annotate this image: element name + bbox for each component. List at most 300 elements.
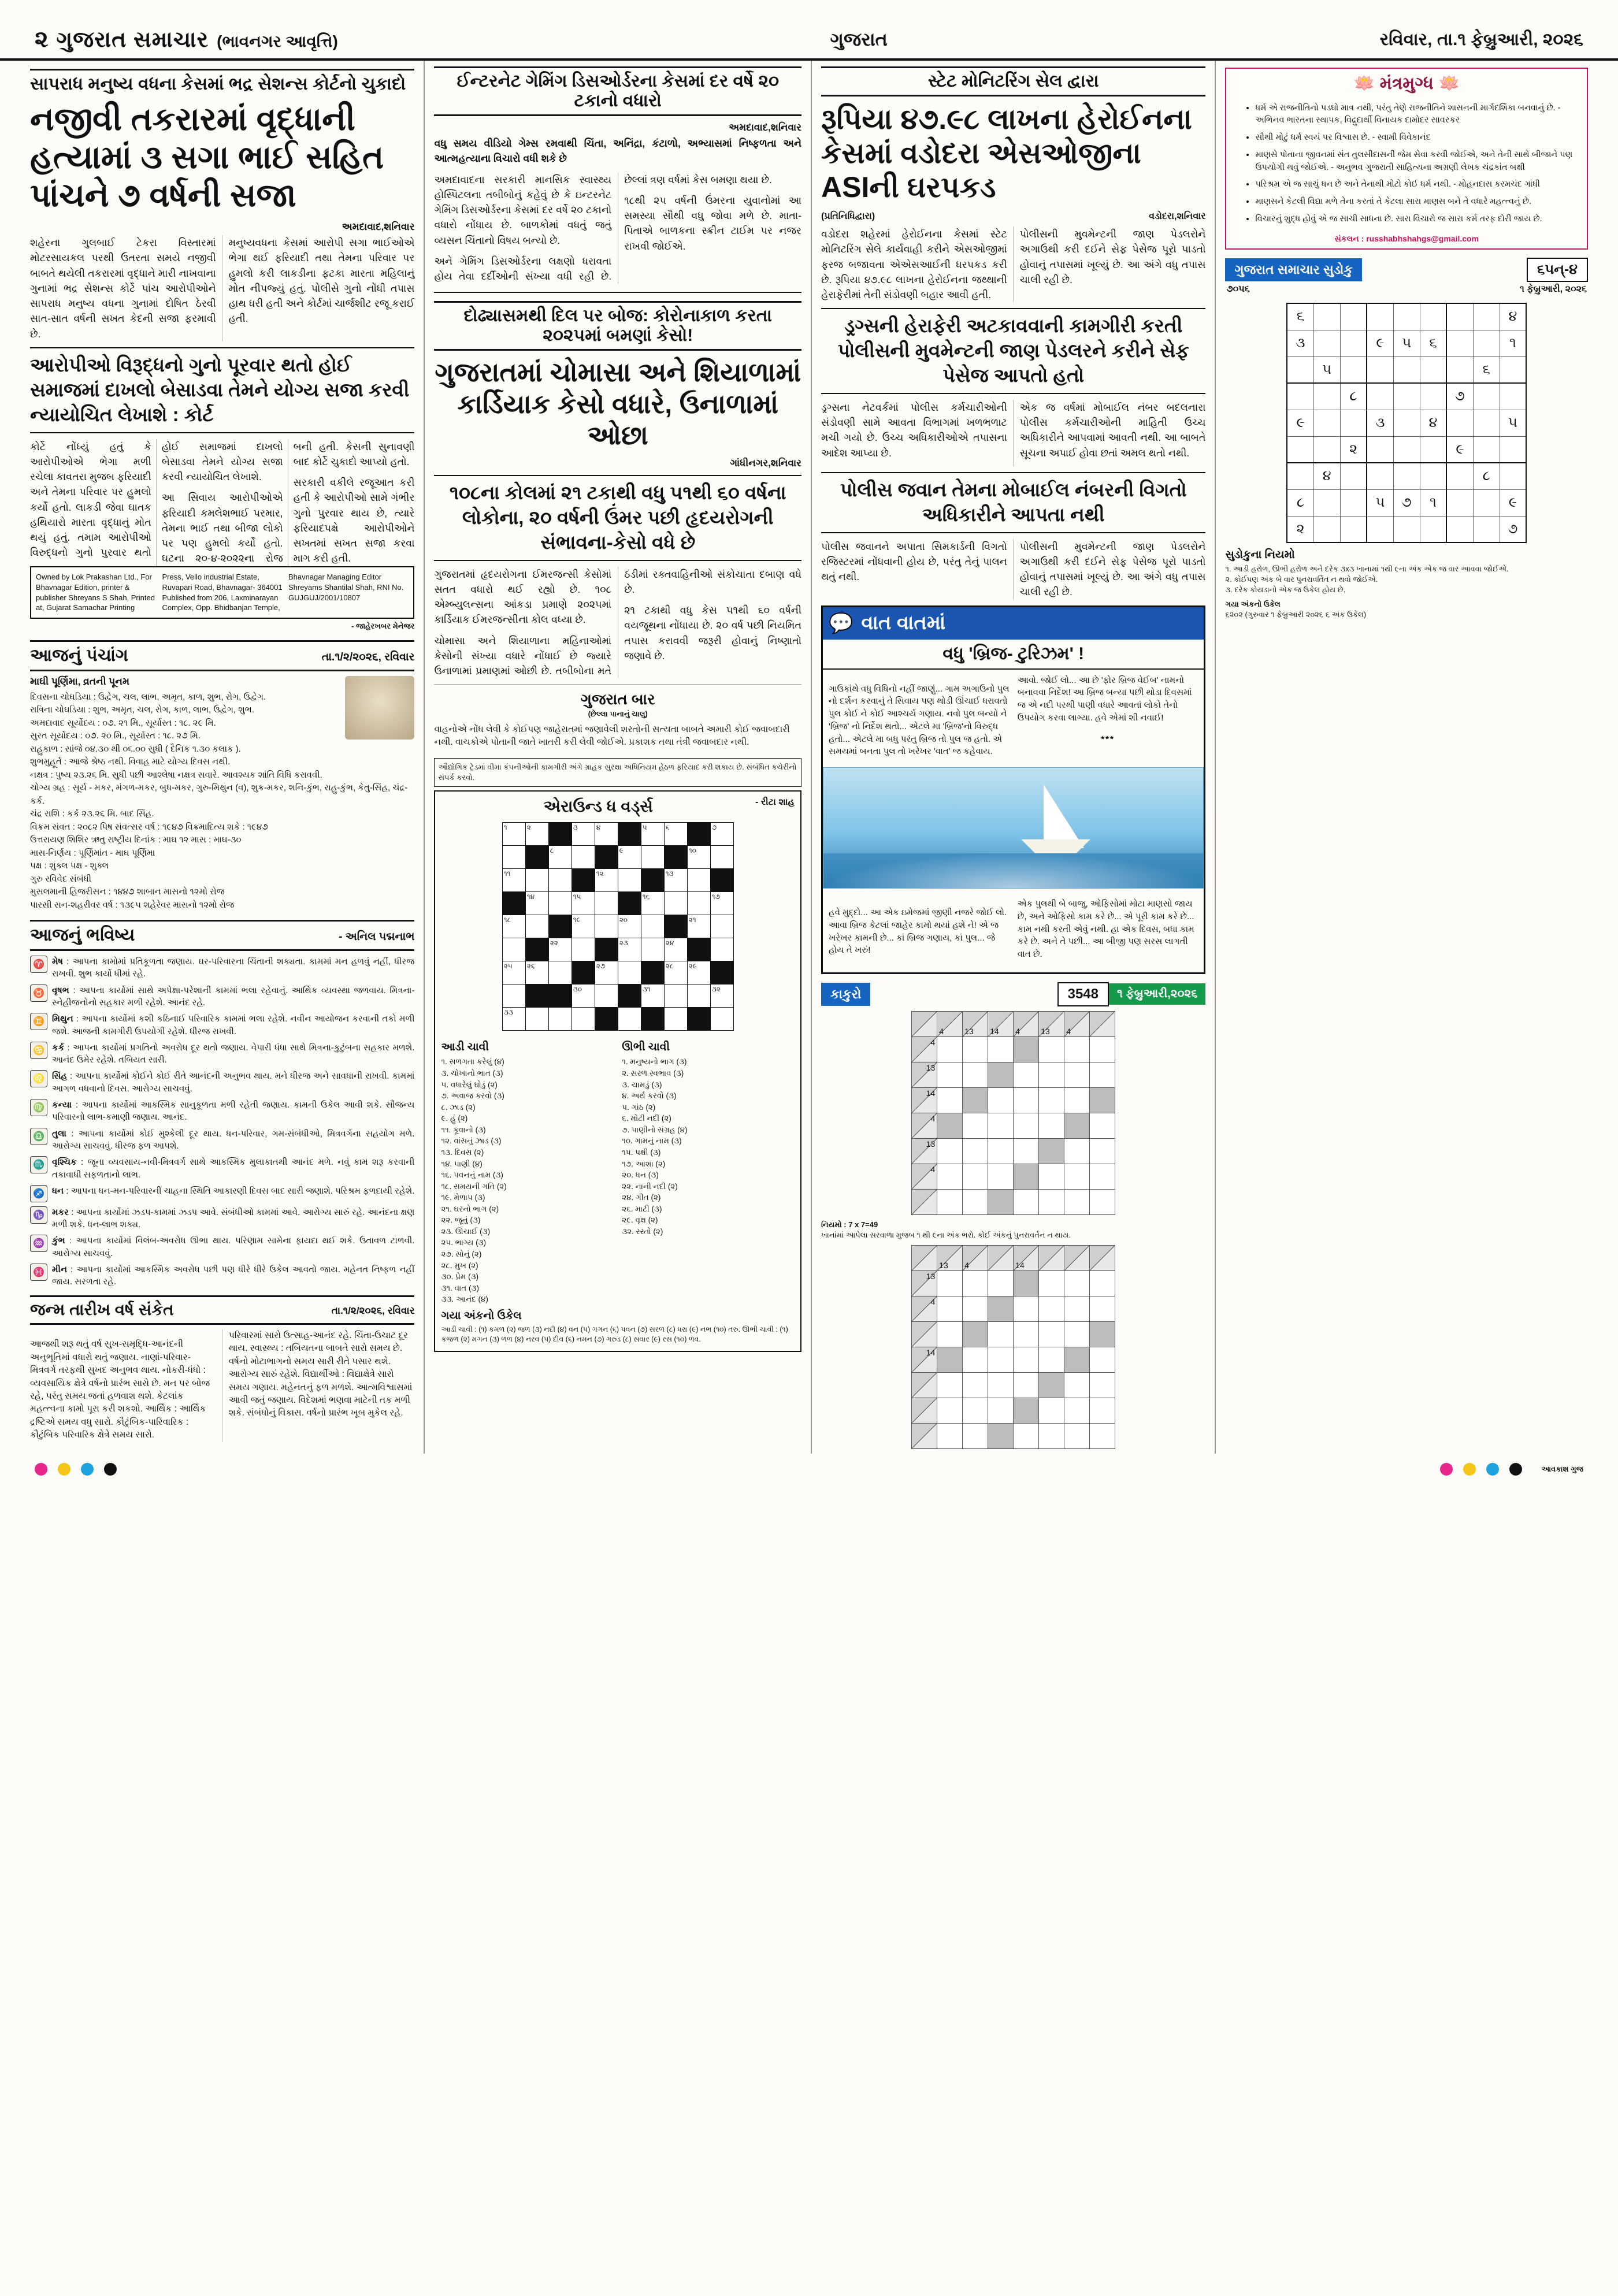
sudoku-empty-cell[interactable] (1340, 330, 1367, 356)
crossword-row (502, 869, 733, 892)
kakuro-clue-cell (912, 1138, 937, 1164)
kakuro-cell[interactable] (937, 1189, 963, 1214)
crossword-cell[interactable] (618, 869, 641, 892)
sudoku-empty-cell[interactable] (1420, 463, 1446, 489)
crossword-cell[interactable] (548, 892, 572, 915)
kakuro-cell[interactable] (937, 1087, 963, 1113)
vaat-vaatma-box (821, 605, 1205, 974)
crossword-grid[interactable] (502, 822, 734, 1031)
zodiac-sign: મિથુન (52, 1014, 73, 1024)
crossword-cell[interactable]: ૨૪ (664, 938, 687, 961)
sudoku-empty-cell[interactable] (1446, 516, 1473, 543)
crossword-down-head: ઊભી ચાવી (622, 1041, 670, 1054)
zodiac-sign: મીન (52, 1265, 68, 1275)
kakuro-cell[interactable] (963, 1296, 988, 1321)
crossword-cell[interactable] (525, 915, 548, 938)
kakuro-cell[interactable] (1039, 1036, 1064, 1062)
kakuro-cell[interactable] (1090, 1372, 1115, 1398)
crossword-clue: ૨૩. ઊંચાઈ (૩) (441, 1227, 491, 1236)
kakuro-cell[interactable] (1064, 1036, 1090, 1062)
crossword-cell[interactable] (572, 938, 595, 961)
crossword-cell[interactable]: ૮ (548, 846, 572, 869)
crossword-cell[interactable] (664, 1008, 687, 1031)
crossword-cell[interactable]: ૩૩ (502, 1008, 525, 1031)
crossword-cell[interactable] (687, 984, 710, 1008)
crossword-cell[interactable] (502, 938, 525, 961)
crossword-cell[interactable] (525, 1008, 548, 1031)
paragraph: ૧૮થી ૨૫ વર્ષની ઉંમરના યુવાનોમાં આ સમસ્યા સૌથી વધુ જોવા મળે છે. માતા-પિતાએ બાળકના સ્ક્રીન ટાઈમ પર નજર રાખવી જોઈએ. (624, 194, 801, 252)
crossword-solution-head: ગયા અંકનો ઉકેલ (441, 1309, 522, 1322)
crossword-cell[interactable] (548, 1008, 572, 1031)
kakuro-clue-cell (912, 1164, 937, 1189)
sudoku-empty-cell[interactable] (1393, 516, 1420, 543)
kakuro-cell[interactable] (1014, 1062, 1039, 1087)
sudoku-empty-cell[interactable] (1393, 436, 1420, 463)
sudoku-empty-cell[interactable] (1420, 383, 1446, 410)
sudoku-empty-cell[interactable] (1446, 463, 1473, 489)
paragraph: પોલીસ જવાનને અપાતા સિમકાર્ડની વિગતો રજિસ્ટરમાં નોંધવાની હોય છે, પરંતુ તેનું પાલન થતું નથી. (821, 540, 1007, 583)
sudoku-empty-cell[interactable] (1340, 303, 1367, 330)
crossword-cell[interactable] (664, 892, 687, 915)
crossword-cell[interactable]: ૭ (710, 823, 733, 846)
crossword-cell[interactable] (595, 984, 618, 1008)
kakuro-cell[interactable] (963, 1113, 988, 1138)
sudoku-empty-cell[interactable] (1393, 463, 1420, 489)
kakuro-cell[interactable] (1039, 1164, 1064, 1189)
kakuro-cell[interactable] (963, 1036, 988, 1062)
kakuro-cell[interactable] (1039, 1189, 1064, 1214)
kakuro-clue-cell (912, 1372, 937, 1398)
col3-body (821, 400, 1205, 466)
crossword-cell[interactable]: ૧૫ (572, 892, 595, 915)
crossword-cell[interactable]: ૧૬ (641, 892, 664, 915)
crossword-cell[interactable] (502, 984, 525, 1008)
zodiac-taurus-icon: ♉ (30, 984, 47, 1002)
contact-email[interactable]: russhabhshahgs@gmail.com (1366, 234, 1479, 243)
kakuro-cell[interactable] (988, 1372, 1014, 1398)
crossword-cell[interactable] (687, 869, 710, 892)
sudoku-empty-cell[interactable] (1473, 303, 1500, 330)
crossword-cell[interactable] (595, 915, 618, 938)
kakuro-block-cell (963, 1321, 988, 1347)
kakuro-cell[interactable] (937, 1036, 963, 1062)
crossword-cell[interactable]: ૫ (641, 823, 664, 846)
kakuro-cell[interactable] (1064, 1270, 1090, 1296)
sudoku-empty-cell[interactable] (1473, 410, 1500, 436)
crossword-block-cell (525, 938, 548, 961)
kakuro-cell[interactable] (988, 1087, 1014, 1113)
kakuro-row (912, 1296, 1115, 1321)
sudoku-empty-cell[interactable] (1393, 356, 1420, 383)
kakuro-cell[interactable] (1039, 1087, 1064, 1113)
crossword-cell[interactable] (710, 846, 733, 869)
crossword-clue: ૧. મનુષ્યનો ભાગ (૩) (622, 1057, 687, 1067)
kakuro-grid[interactable] (911, 1011, 1115, 1215)
list-item: • માણસને કેટલી વિદ્યા મળે તેના કરતાં તે કેટલા સારા માણસ બને તે વધારે મહત્ત્વનું છે. (1255, 196, 1581, 209)
kakuro-cell[interactable] (1039, 1270, 1064, 1296)
kakuro-cell[interactable] (1014, 1087, 1039, 1113)
crossword-cell[interactable]: ૩૨ (710, 984, 733, 1008)
crossword-cell[interactable]: ૨૦ (618, 915, 641, 938)
kakuro-clue-cell (963, 1011, 988, 1036)
crossword-cell[interactable] (572, 1008, 595, 1031)
crossword-block-cell (548, 984, 572, 1008)
kakuro-cell[interactable] (1090, 1036, 1115, 1062)
sudoku-empty-cell[interactable] (1500, 356, 1526, 383)
crossword-clue: ૨૮. મુખ (૨) (441, 1261, 478, 1270)
sudoku-empty-cell[interactable] (1367, 383, 1393, 410)
crossword-cell[interactable]: ૩ (572, 823, 595, 846)
kakuro-cell[interactable] (1039, 1423, 1064, 1448)
col2-story2-headline: ગુજરાતમાં ચોમાસા અને શિયાળામાં કાર્ડિયાક કેસો વધારે, ઉનાળામાં ઓછા (435, 357, 801, 450)
crossword-block-cell (687, 938, 710, 961)
zodiac-aquarius-icon: ♒ (30, 1235, 47, 1252)
crossword-cell[interactable] (664, 984, 687, 1008)
sudoku-empty-cell[interactable] (1420, 303, 1446, 330)
col1-subhead: આરોપીઓ વિરૂદ્ધનો ગુનો પૂરવાર થતો હોઈ સમાજમાં દાખલો બેસાડવા તેમને યોગ્ય સજા કરવી ન્યાયોચિત લેખાશે : કોર્ટ (30, 347, 414, 433)
sudoku-empty-cell[interactable] (1313, 436, 1340, 463)
crossword-row (502, 823, 733, 846)
kakuro-block-cell (1014, 1036, 1039, 1062)
sudoku-empty-cell[interactable] (1313, 489, 1340, 516)
kakuro-row (912, 1270, 1115, 1296)
sudoku-empty-cell[interactable] (1367, 463, 1393, 489)
crossword-cell[interactable]: ૨૨ (548, 938, 572, 961)
kakuro-block-cell (937, 1347, 963, 1372)
kakuro-cell[interactable] (1064, 1062, 1090, 1087)
list-item: ♊ મિથુન : આપના કાર્યોમાં કશી કઠિનાઈ પરિવારિક કામમાં ભલા રહેશે. નવીન આયોજન કરવાની તકો મળી જશે. આજની કામગીરી ઉપયોગી રહેશે. ધીરજ રાખવી. (30, 1013, 414, 1038)
crossword-row (502, 915, 733, 938)
kakuro-cell[interactable] (963, 1398, 988, 1423)
kakuro-cell[interactable] (1090, 1062, 1115, 1087)
crossword-cell[interactable] (641, 915, 664, 938)
sudoku-row (1287, 489, 1526, 516)
kakuro-cell[interactable] (1014, 1113, 1039, 1138)
sudoku-empty-cell[interactable] (1287, 356, 1313, 383)
crossword-cell[interactable] (710, 1008, 733, 1031)
kakuro-block-cell (988, 1189, 1014, 1214)
crossword-cell[interactable]: ૨૮ (664, 961, 687, 984)
list-item: ♋ કર્ક : આપના કાર્યોમાં પ્રગતિનો અવરોધ દૂર થતો જણાય. વેપારી ધંધા સાથે મિત્રના-કુટુંબના સહકાર મળશે. આનંદ ઉમેર રહેશે. તબિયત સારી. (30, 1042, 414, 1067)
sudoku-empty-cell[interactable] (1500, 383, 1526, 410)
imprint-block (30, 566, 414, 619)
crossword-cell[interactable]: ૨ (525, 823, 548, 846)
kakuro-cell[interactable] (937, 1062, 963, 1087)
crossword-cell[interactable]: ૧૧ (502, 869, 525, 892)
crossword-cell[interactable] (710, 915, 733, 938)
kakuro-cell[interactable] (937, 1321, 963, 1347)
kakuro-clue-cell (1090, 1011, 1115, 1036)
kakuro-cell[interactable] (1039, 1062, 1064, 1087)
crossword-clue: ૨૬. માટી (૩) (622, 1204, 662, 1213)
kakuro-cell[interactable] (937, 1270, 963, 1296)
crossword-cell[interactable] (710, 938, 733, 961)
kakuro-cell[interactable] (1039, 1296, 1064, 1321)
crossword-cell[interactable]: ૧ (502, 823, 525, 846)
kakuro-cell[interactable] (963, 1270, 988, 1296)
kakuro-cell[interactable] (1014, 1138, 1039, 1164)
column-one (21, 61, 425, 1454)
crossword-clue: ૧૯. મેળાપ (૩) (441, 1193, 485, 1202)
sudoku-row (1287, 303, 1526, 330)
kakuro-cell[interactable] (1090, 1423, 1115, 1448)
sudoku-given-cell: ૨ (1287, 516, 1313, 543)
crossword-clue: ૧૬. પવનનું નામ (૩) (441, 1171, 503, 1180)
crossword-cell[interactable]: ૨૧ (687, 915, 710, 938)
sudoku-empty-cell[interactable] (1446, 356, 1473, 383)
kakuro-down-clue: 13 (964, 1026, 974, 1036)
kakuro-block-cell (963, 1087, 988, 1113)
crossword-cell[interactable]: ૧૦ (687, 846, 710, 869)
sudoku-empty-cell[interactable] (1473, 383, 1500, 410)
sudoku-answer-line: ૬૨૦૨ (ગુરુવાર ૧ ફેબ્રુઆરી ૨૦૨૬ ૬ અંક ઉકેલ) (1225, 610, 1367, 619)
sudoku-empty-cell[interactable] (1446, 330, 1473, 356)
crossword-cell[interactable]: ૬ (664, 823, 687, 846)
sudoku-empty-cell[interactable] (1287, 383, 1313, 410)
crossword-cell[interactable]: ૩૦ (572, 984, 595, 1008)
sudoku-empty-cell[interactable] (1340, 356, 1367, 383)
kakuro-cell[interactable] (963, 1347, 988, 1372)
sudoku-given-cell: ૨ (1340, 436, 1367, 463)
sudoku-given-cell: ૩ (1367, 410, 1393, 436)
sudoku-empty-cell[interactable] (1367, 516, 1393, 543)
kakuro-clue-cell (1039, 1245, 1064, 1270)
kakuro-cell[interactable] (1064, 1164, 1090, 1189)
horoscope-list (30, 956, 414, 1288)
sudoku-empty-cell[interactable] (1393, 303, 1420, 330)
kakuro-cell[interactable] (988, 1398, 1014, 1423)
sudoku-empty-cell[interactable] (1340, 516, 1367, 543)
kakuro-block-cell (1039, 1138, 1064, 1164)
sudoku-empty-cell[interactable] (1313, 330, 1340, 356)
sudoku-empty-cell[interactable] (1446, 410, 1473, 436)
crossword-block-cell (641, 869, 664, 892)
sudoku-empty-cell[interactable] (1393, 410, 1420, 436)
crossword-cell[interactable] (687, 892, 710, 915)
crossword-cell[interactable] (502, 846, 525, 869)
crossword-block (434, 790, 801, 1351)
sudoku-prev-head: ગયા અંકનો ઉકેલ (1225, 599, 1281, 608)
kakuro-cell[interactable] (1090, 1189, 1115, 1214)
kakuro-cell[interactable] (988, 1113, 1014, 1138)
sudoku-given-cell: ૫ (1313, 356, 1340, 383)
kakuro-cell[interactable] (963, 1062, 988, 1087)
sudoku-empty-cell[interactable] (1473, 489, 1500, 516)
panchang-row: મુસલમાની હિજરીસન : ૧૪૪૭ શાબાન માસનો ૧૨મો રોજ (30, 887, 225, 897)
crossword-cell[interactable]: ૨૩ (618, 938, 641, 961)
sudoku-empty-cell[interactable] (1313, 383, 1340, 410)
crossword-clue: ૨૨. જૂનું (૩) (441, 1216, 481, 1225)
sudoku-empty-cell[interactable] (1473, 516, 1500, 543)
zodiac-text: જૂના વ્યવસાય-નવી-મિત્રવર્ગ સાથે આકસ્મિક મુલાકાતથી આનંદ મળે. નવું કામ શરૂ કરવાની તકાવાધી સફળતાનો લાભ. (52, 1157, 415, 1180)
kakuro-cell[interactable] (988, 1138, 1014, 1164)
kakuro-cell[interactable] (988, 1164, 1014, 1189)
sudoku-empty-cell[interactable] (1420, 356, 1446, 383)
crossword-clue: ૧. સળગતા કરેલું (૪) (441, 1057, 504, 1067)
sudoku-empty-cell[interactable] (1473, 330, 1500, 356)
kakuro-cell[interactable] (937, 1138, 963, 1164)
sudoku-empty-cell[interactable] (1287, 463, 1313, 489)
kakuro-cell[interactable] (963, 1138, 988, 1164)
crossword-cell[interactable] (641, 846, 664, 869)
speech-bubble-icon: 💬 (829, 612, 853, 634)
crossword-clue: ૬. મોટી નદી (૨) (622, 1114, 671, 1123)
sudoku-empty-cell[interactable] (1340, 489, 1367, 516)
kakuro-cell[interactable] (937, 1423, 963, 1448)
kakuro-cell[interactable] (1039, 1113, 1064, 1138)
kakuro-cell[interactable] (1090, 1113, 1115, 1138)
crossword-cell[interactable]: ૧૪ (525, 892, 548, 915)
kakuro-cell[interactable] (963, 1423, 988, 1448)
kakuro-row (912, 1036, 1115, 1062)
crossword-cell[interactable]: ૧૨ (595, 869, 618, 892)
kakuro-cell[interactable] (1090, 1138, 1115, 1164)
kakuro-cell[interactable] (1064, 1423, 1090, 1448)
kakuro-cell[interactable] (1064, 1296, 1090, 1321)
column-three (812, 61, 1216, 1454)
kakuro-rule-note: નિયમો : 7 x 7=49 (821, 1220, 878, 1229)
crossword-cell[interactable]: ૧૮ (502, 915, 525, 938)
kakuro-cell[interactable] (937, 1164, 963, 1189)
sudoku-empty-cell[interactable] (1367, 356, 1393, 383)
sudoku-empty-cell[interactable] (1313, 303, 1340, 330)
kakuro-block-cell (1090, 1087, 1115, 1113)
notice-box (434, 758, 801, 787)
kakuro-cell[interactable] (1064, 1087, 1090, 1113)
crossword-cell[interactable] (595, 892, 618, 915)
crossword-cell[interactable] (641, 938, 664, 961)
sudoku-empty-cell[interactable] (1420, 516, 1446, 543)
kakuro-cell[interactable] (1014, 1423, 1039, 1448)
kakuro-row (912, 1011, 1115, 1036)
sudoku-row (1287, 436, 1526, 463)
kakuro-cell[interactable] (1064, 1321, 1090, 1347)
sudoku-empty-cell[interactable] (1340, 463, 1367, 489)
kakuro-cell[interactable] (1064, 1372, 1090, 1398)
kakuro-cell[interactable] (988, 1270, 1014, 1296)
crossword-cell[interactable]: ૨૯ (687, 961, 710, 984)
kakuro-cell[interactable] (1039, 1398, 1064, 1423)
sudoku-empty-cell[interactable] (1313, 410, 1340, 436)
paragraph: કોર્ટે નોંધ્યું હતું કે આરોપીઓએ ભેગા મળી રચેલા કાવતરા મુજબ ફરિયાદી અને તેમના પરિવાર પર હુમલો કર્યો હતો. લાકડી જેવા ઘાતક હથિયારો મારતા વૃદ્ધાનું મોત થયું હતું. તમામ આરોપીઓ વિરુદ્ધનો ગુનો પુરવાર થતો હોઈ સમાજમાં દાખલો બેસાડવા તેમને યોગ્ય સજા કરવી ન્યાયોચિત લેખાશે. (30, 440, 283, 559)
kakuro-cell[interactable] (1064, 1189, 1090, 1214)
kakuro-clue-cell (1090, 1245, 1115, 1270)
kakuro-cell[interactable] (988, 1347, 1014, 1372)
crossword-cell[interactable]: ૩૧ (641, 984, 664, 1008)
kakuro-cell[interactable] (988, 1036, 1014, 1062)
kakuro-cell[interactable] (1090, 1296, 1115, 1321)
kakuro-block-cell (1064, 1113, 1090, 1138)
kakuro-cell[interactable] (1090, 1270, 1115, 1296)
kakuro-cell[interactable] (1039, 1321, 1064, 1347)
crossword-cell[interactable]: ૪ (595, 823, 618, 846)
kakuro-cell[interactable] (988, 1321, 1014, 1347)
kakuro-cell[interactable] (1064, 1398, 1090, 1423)
sudoku-empty-cell[interactable] (1393, 383, 1420, 410)
crossword-cell[interactable]: ૧૯ (572, 915, 595, 938)
sudoku-given-cell: ૩ (1287, 330, 1313, 356)
kakuro-cell[interactable] (1090, 1164, 1115, 1189)
crossword-cell[interactable]: ૨૭ (595, 961, 618, 984)
zodiac-text: આપના ધન-મન-પરિવારની ચાહના સ્થિતિ આકારણી દિવસ બાદ સારી જણાશે. પરિશ્રમ ફળદાયી રહેશે. (70, 1186, 415, 1196)
sudoku-given-cell: ૬ (1473, 356, 1500, 383)
crossword-down-list (622, 1056, 795, 1237)
kakuro-title: કાકુરો (821, 983, 870, 1006)
sudoku-empty-cell[interactable] (1287, 436, 1313, 463)
kakuro-cell[interactable] (1090, 1398, 1115, 1423)
zodiac-text: આપના કાર્યોમાં આકસ્મિક સાનુકૂળતા મળી રહેતી જણાય. કામની ઉકેલ આવી શકે. સૌજન્ય પરિવારનો લાભ-કમાણી જણાય. આનંદ. (52, 1100, 415, 1123)
sudoku-given-cell: ૫ (1500, 410, 1526, 436)
kakuro-cell[interactable] (1014, 1372, 1039, 1398)
crossword-cell[interactable]: ૨૬ (525, 961, 548, 984)
crossword-cell[interactable]: ૧૩ (664, 869, 687, 892)
kakuro-cell[interactable] (1039, 1347, 1064, 1372)
kakuro-clue-cell (912, 1036, 937, 1062)
col3-byline-left: (પ્રતિનિધિદ્વારા) (821, 211, 875, 221)
crossword-cell[interactable] (525, 869, 548, 892)
crossword-clue: ૨૦. ધન (૩) (622, 1171, 659, 1180)
crossword-cell[interactable] (618, 961, 641, 984)
column-two (425, 61, 812, 1454)
list-item: ♌ સિંહ : આપના કાર્યોમાં કોઈને કોઈ રીતે આનંદની અનુભવ થાય. મને ધીરજ અને સાવધાની રાખવી. કામમાં આગળ વધવાનો દિવસ. આરોગ્ય સાચવવું. (30, 1070, 414, 1095)
col2-story2-body (434, 567, 801, 679)
sudoku-empty-cell[interactable] (1500, 463, 1526, 489)
crossword-cell[interactable]: ૧૭ (710, 892, 733, 915)
kakuro-cell[interactable] (1014, 1189, 1039, 1214)
crossword-clue: ૭. અવાજ કરવો (૩) (441, 1091, 504, 1101)
crossword-clue: ૩. ચામડું (૩) (622, 1080, 662, 1089)
col2-story1-body (434, 172, 801, 284)
crossword-cell[interactable] (572, 846, 595, 869)
sudoku-empty-cell[interactable] (1446, 489, 1473, 516)
crossword-cell[interactable]: ૯ (618, 846, 641, 869)
kakuro-block-cell (1014, 1164, 1039, 1189)
crossword-clue: ૩૦. પ્રેમ (૩) (441, 1272, 479, 1281)
sudoku-empty-cell[interactable] (1367, 436, 1393, 463)
kakuro-cell[interactable] (1064, 1138, 1090, 1164)
crossword-cell[interactable] (548, 869, 572, 892)
kakuro-cell[interactable] (1014, 1347, 1039, 1372)
kakuro-cell[interactable] (1090, 1347, 1115, 1372)
crossword-cell[interactable] (618, 1008, 641, 1031)
sudoku-empty-cell[interactable] (1313, 516, 1340, 543)
panchang-row: ચોગ્ય ગ્રહ : સૂર્ય - મકર, મંગળ-મકર, બુધ-મકર, ગુરુ-મિથુન (વ), શુક્ર-મકર, શનિ-કુંભ, રાહુ-કુંભ, કેતુ-સિંહ, ચંદ્ર-કર્ક. (30, 783, 408, 806)
crossword-cell[interactable]: ૨૫ (502, 961, 525, 984)
kakuro-cell[interactable] (963, 1372, 988, 1398)
sudoku-grid[interactable] (1286, 303, 1527, 543)
sudoku-empty-cell[interactable] (1500, 436, 1526, 463)
kakuro-cell[interactable] (963, 1164, 988, 1189)
sudoku-empty-cell[interactable] (1340, 410, 1367, 436)
crossword-cell[interactable] (548, 961, 572, 984)
paragraph: આવો. જોઈ લો... આ છે 'ફોર બ્રિજ વેઈબ' નામનો બનાવવા નિર્દેશ! આ બ્રિજ બન્યા પછી થોડા દિવસમાં જ એ નદી પરથી પાણી વધારે આવતાં લોકો તેનો ઉપયોગ કરવા લાગ્યા. હવે એમાં શી નવાઈ! (1017, 675, 1192, 723)
kakuro-cell[interactable] (937, 1296, 963, 1321)
sudoku-given-cell: ૮ (1287, 489, 1313, 516)
kakuro-cell[interactable] (937, 1398, 963, 1423)
kakuro-cell[interactable] (1014, 1296, 1039, 1321)
kakuro-cell[interactable] (1014, 1321, 1039, 1347)
kakuro-cell[interactable] (963, 1189, 988, 1214)
kakuro-cell[interactable] (937, 1372, 963, 1398)
sudoku-empty-cell[interactable] (1473, 436, 1500, 463)
zodiac-sign: સિંહ (52, 1071, 68, 1082)
crossword-block-cell (687, 823, 710, 846)
sudoku-empty-cell[interactable] (1446, 303, 1473, 330)
crossword-clue: ૧૭. આશા (૨) (622, 1159, 666, 1168)
panchang-row: નક્ષત્ર : પુષ્ય ૨૩.૨૬ મિ. સુધી પછી આશ્લેષા નક્ષત્ર સવારે. આવશ્યક શાંતિ વિધિ કરાવવી. (30, 770, 322, 780)
sudoku-empty-cell[interactable] (1420, 436, 1446, 463)
sudoku-empty-cell[interactable] (1367, 303, 1393, 330)
